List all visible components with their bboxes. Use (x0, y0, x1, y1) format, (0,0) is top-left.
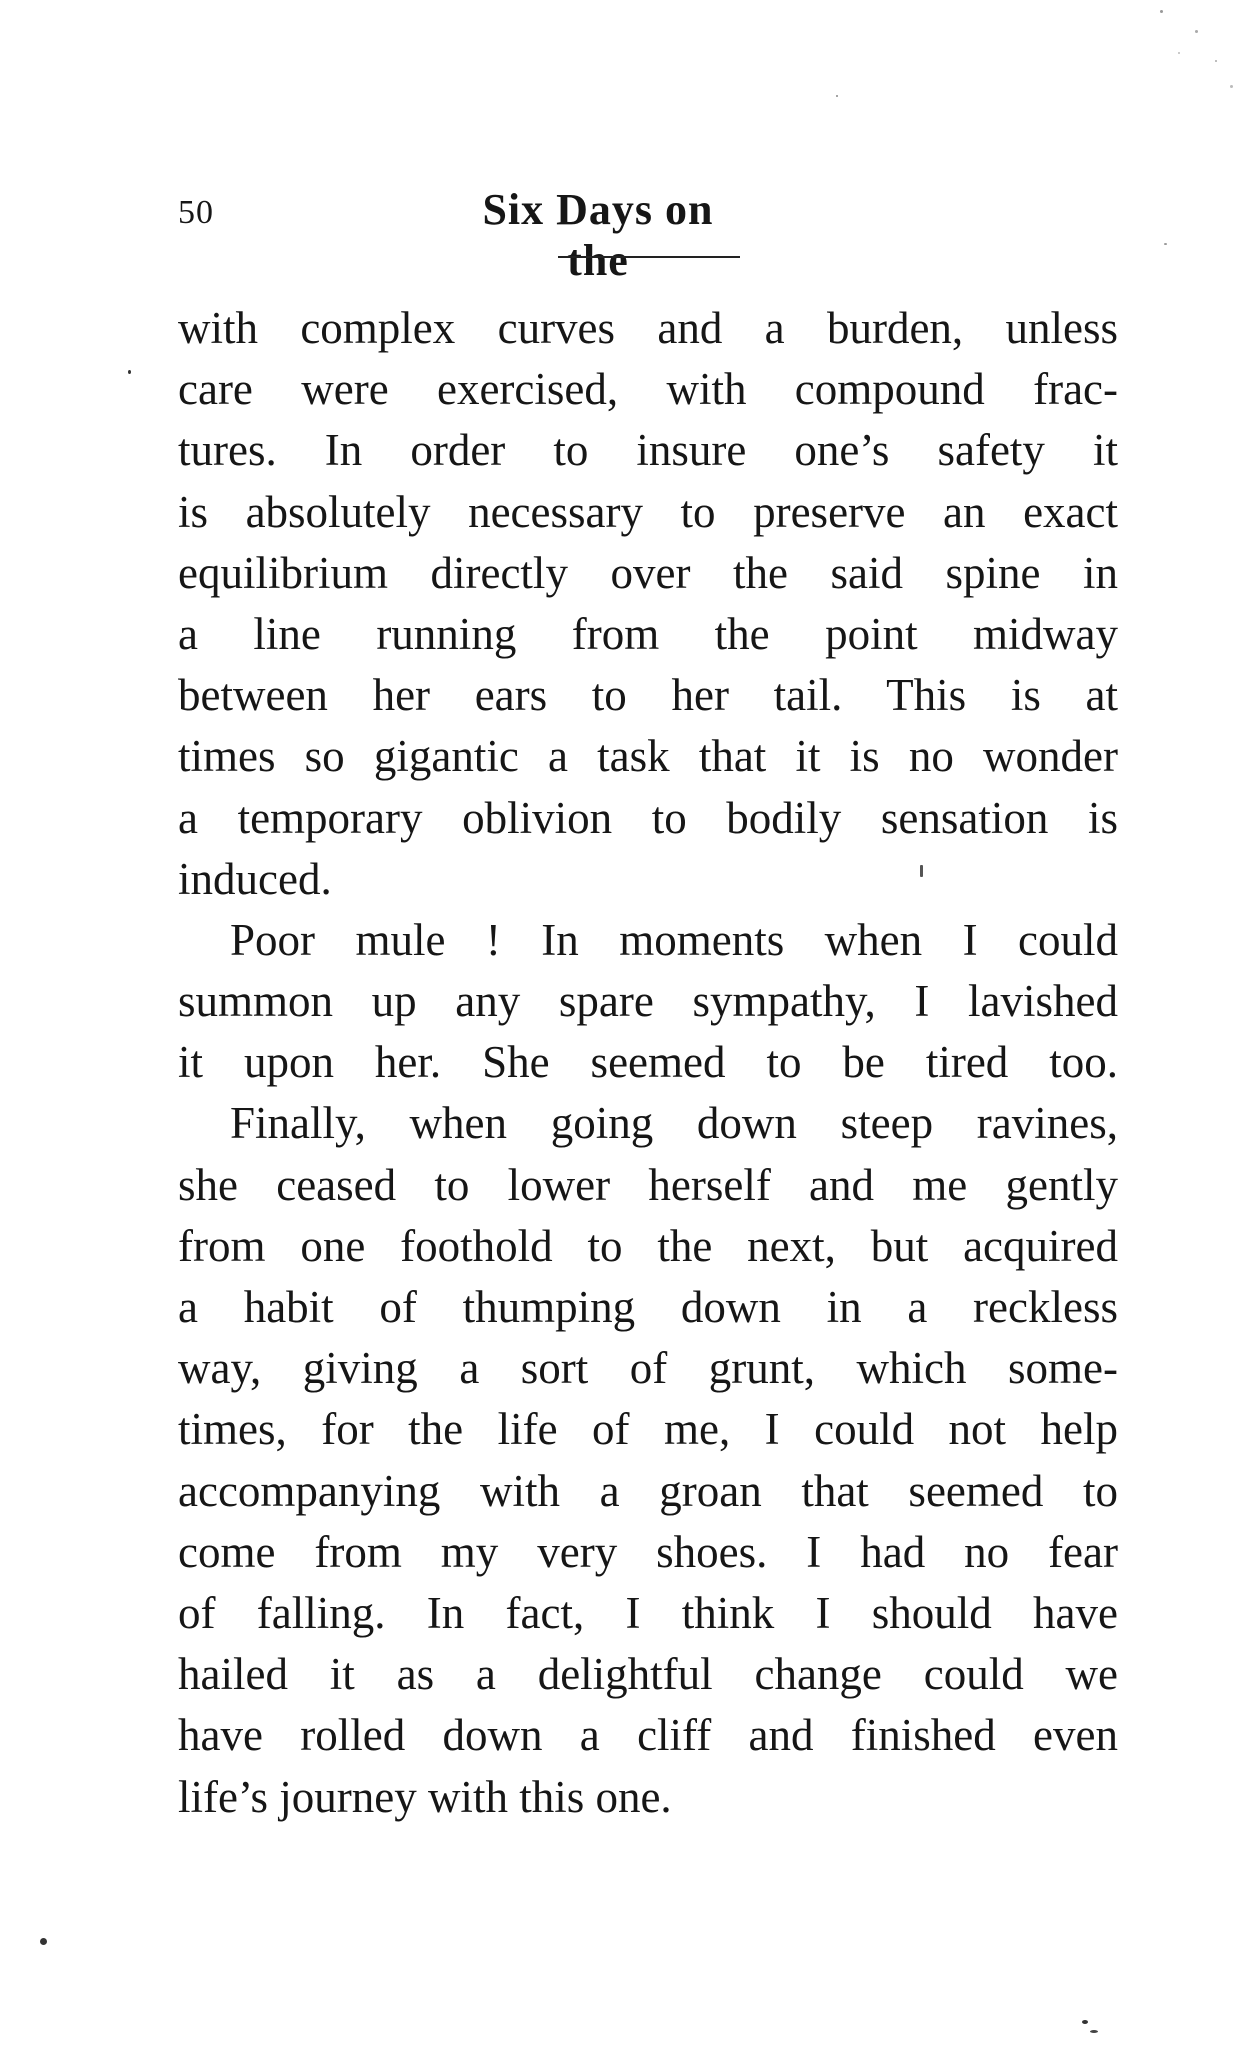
paper-speck (1160, 10, 1163, 13)
text-line: induced. (178, 853, 332, 904)
text-line: accompanying with a groan that seemed to (178, 1465, 1118, 1516)
paper-speck (1082, 2020, 1088, 2024)
text-line: Poor mule ! In moments when I could (230, 914, 1118, 965)
paper-speck (1178, 52, 1180, 54)
text-line: have rolled down a cliff and finished even (178, 1710, 1118, 1761)
text-line: between her ears to her tail. This is at (178, 670, 1118, 721)
text-line: a temporary oblivion to bodily sensation is (178, 792, 1118, 843)
text-line: way, giving a sort of grunt, which some- (178, 1343, 1118, 1394)
text-line: tures. In order to insure one’s safety it (178, 425, 1118, 476)
text-line: life’s journey with this one. (178, 1771, 672, 1822)
header-rule (558, 256, 740, 258)
text-line: Finally, when going down steep ravines, (230, 1098, 1118, 1149)
paper-speck (40, 1938, 47, 1945)
text-line: come from my very shoes. I had no fear (178, 1526, 1118, 1577)
text-line: is absolutely necessary to preserve an exact (178, 486, 1118, 537)
paper-speck (920, 865, 923, 877)
paper-speck (1195, 30, 1198, 33)
paper-speck (128, 370, 131, 374)
text-line: a line running from the point midway (178, 608, 1118, 659)
text-line: from one foothold to the next, but acquired (178, 1220, 1118, 1271)
text-line: hailed it as a delightful change could we (178, 1649, 1118, 1700)
text-line: summon up any spare sympathy, I lavished (178, 976, 1118, 1027)
text-line: it upon her. She seemed to be tired too. (178, 1037, 1118, 1088)
paper-speck (1090, 2030, 1098, 2033)
text-line: equilibrium directly over the said spine in (178, 547, 1118, 598)
paper-speck (836, 95, 838, 97)
paper-speck (1215, 60, 1217, 62)
paper-speck (1230, 85, 1233, 88)
text-line: care were exercised, with compound frac- (178, 364, 1118, 415)
text-line: a habit of thumping down in a reckless (178, 1282, 1118, 1332)
text-line: of falling. In fact, I think I should have (178, 1587, 1118, 1638)
paper-speck (1164, 243, 1167, 245)
text-line: she ceased to lower herself and me gently (178, 1159, 1118, 1210)
text-line: times so gigantic a task that it is no wonder (178, 731, 1118, 782)
text-line: times, for the life of me, I could not help (178, 1404, 1118, 1455)
page-number: 50 (178, 194, 214, 231)
body-text (178, 298, 1118, 1828)
text-line: with complex curves and a burden, unless (178, 303, 1118, 353)
running-title: Six Days on the (482, 185, 714, 285)
running-head (178, 182, 1118, 285)
